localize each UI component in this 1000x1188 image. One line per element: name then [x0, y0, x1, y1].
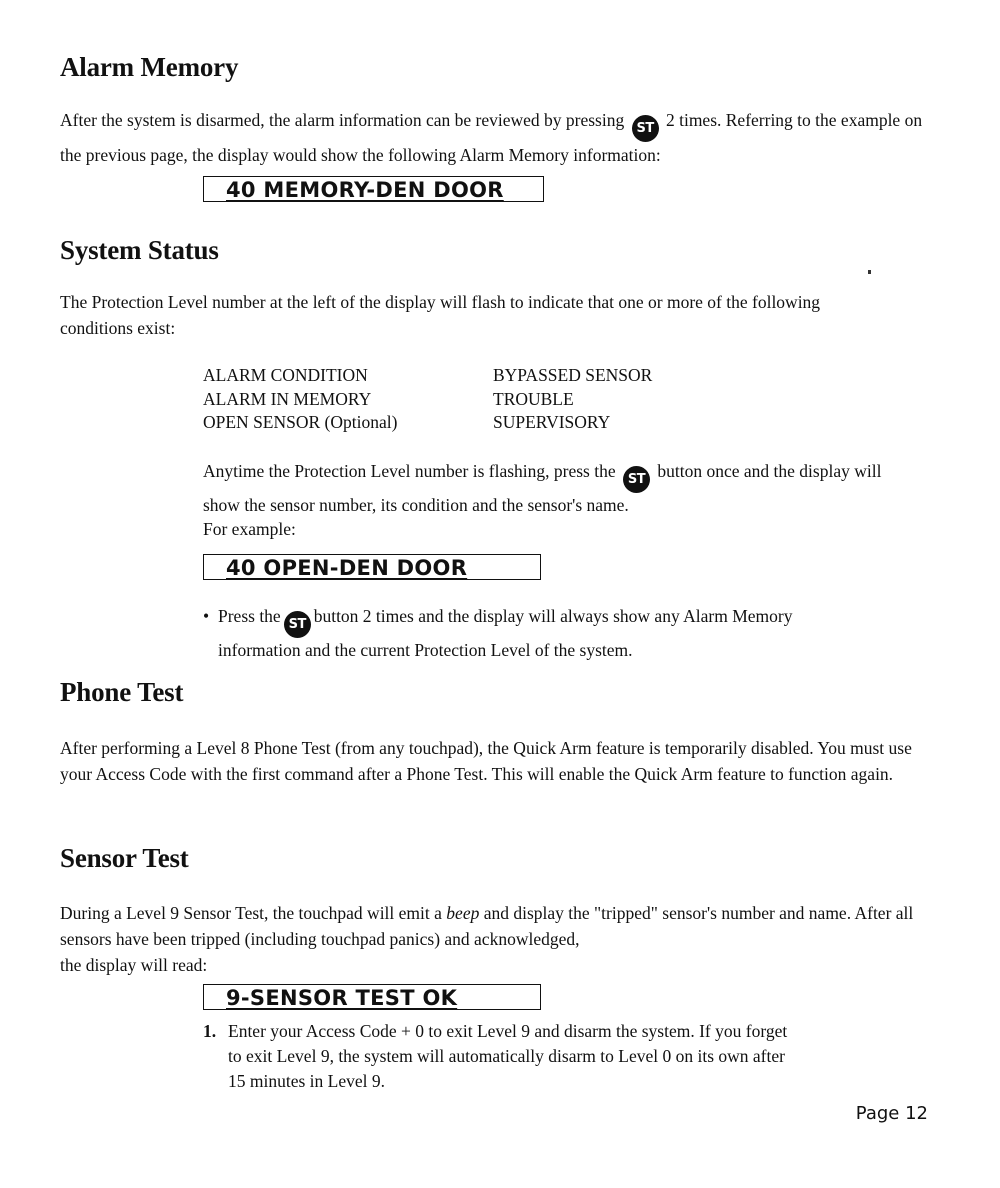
st-bullet — [203, 604, 843, 662]
step-number: 1. — [203, 1021, 217, 1041]
lcd-display-alarm-memory — [203, 176, 544, 202]
bullet-text-1: Press the — [218, 606, 281, 626]
alarm-memory-text-1: After the system is disarmed, the alarm information can be reviewed by pressing — [60, 110, 625, 130]
st-button-icon: ST — [632, 115, 659, 142]
anytime-paragraph — [203, 459, 903, 541]
step-text: Enter your Access Code + 0 to exit Level 9 and disarm the system. If you forget to exit Level 9, the system will automatically disarm to Level 0 on its own after 15 minutes in Level 9. — [228, 1021, 788, 1091]
sensor-text-2: and display the "tripped" sensor's number and name. After all sensors have been tripped (including touchpad panics) and acknowledged, — [60, 903, 914, 949]
bullet-dot: • — [203, 606, 210, 626]
st-button-icon: ST — [623, 466, 650, 493]
sensor-text-3: the display will read: — [60, 955, 208, 975]
lcd-text: 40 MEMORY-DEN DOOR — [226, 178, 504, 202]
conditions-right-column — [493, 364, 652, 435]
scan-speck — [868, 270, 871, 274]
section-heading-system-status: System Status — [60, 235, 219, 265]
condition-item: ALARM CONDITION — [203, 365, 368, 385]
section-heading-phone-test: Phone Test — [60, 677, 184, 707]
st-button-icon: ST — [284, 611, 311, 638]
lcd-display-sensor-test — [203, 984, 541, 1010]
section-heading-alarm-memory: Alarm Memory — [60, 52, 239, 82]
phone-test-paragraph: After performing a Level 8 Phone Test (from any touchpad), the Quick Arm feature is temporarily disabled. You must use your Access Code with the first command after a Phone Test. This will enable the Quick Arm feature to function again. — [60, 738, 912, 784]
alarm-memory-text-2: 2 times. Referring to the example on the previous page, the display would show the following Alarm Memory information: — [60, 110, 923, 165]
condition-item: BYPASSED SENSOR — [493, 365, 653, 385]
sensor-text-1: During a Level 9 Sensor Test, the touchpad will emit a — [60, 903, 442, 923]
section-heading-sensor-test: Sensor Test — [60, 843, 189, 873]
anytime-text-1: Anytime the Protection Level number is flashing, press the — [203, 461, 616, 481]
anytime-text-2: button once and the display will show the sensor number, its condition and the sensor's name. — [203, 461, 882, 515]
lcd-display-open — [203, 554, 541, 580]
alarm-memory-paragraph — [60, 107, 940, 168]
sensor-test-paragraph — [60, 900, 940, 978]
sensor-step-1 — [203, 1019, 793, 1094]
page-number: Page 12 — [855, 1103, 928, 1124]
for-example-label: For example: — [203, 519, 296, 539]
condition-item: ALARM IN MEMORY — [203, 388, 372, 409]
conditions-left-column — [203, 364, 397, 435]
condition-item: TROUBLE — [493, 388, 574, 409]
bullet-text-2: button 2 times and the display will always show any Alarm Memory information and the current Protection Level of the system. — [218, 606, 793, 660]
system-status-intro: The Protection Level number at the left of the display will flash to indicate that one or more of the following conditions exist: — [60, 292, 821, 338]
lcd-text: 40 OPEN-DEN DOOR — [226, 556, 468, 580]
condition-item: OPEN SENSOR (Optional) — [203, 412, 398, 432]
lcd-text: 9-SENSOR TEST OK — [226, 986, 458, 1010]
condition-item: SUPERVISORY — [493, 412, 611, 432]
beep-italic: beep — [446, 903, 480, 923]
